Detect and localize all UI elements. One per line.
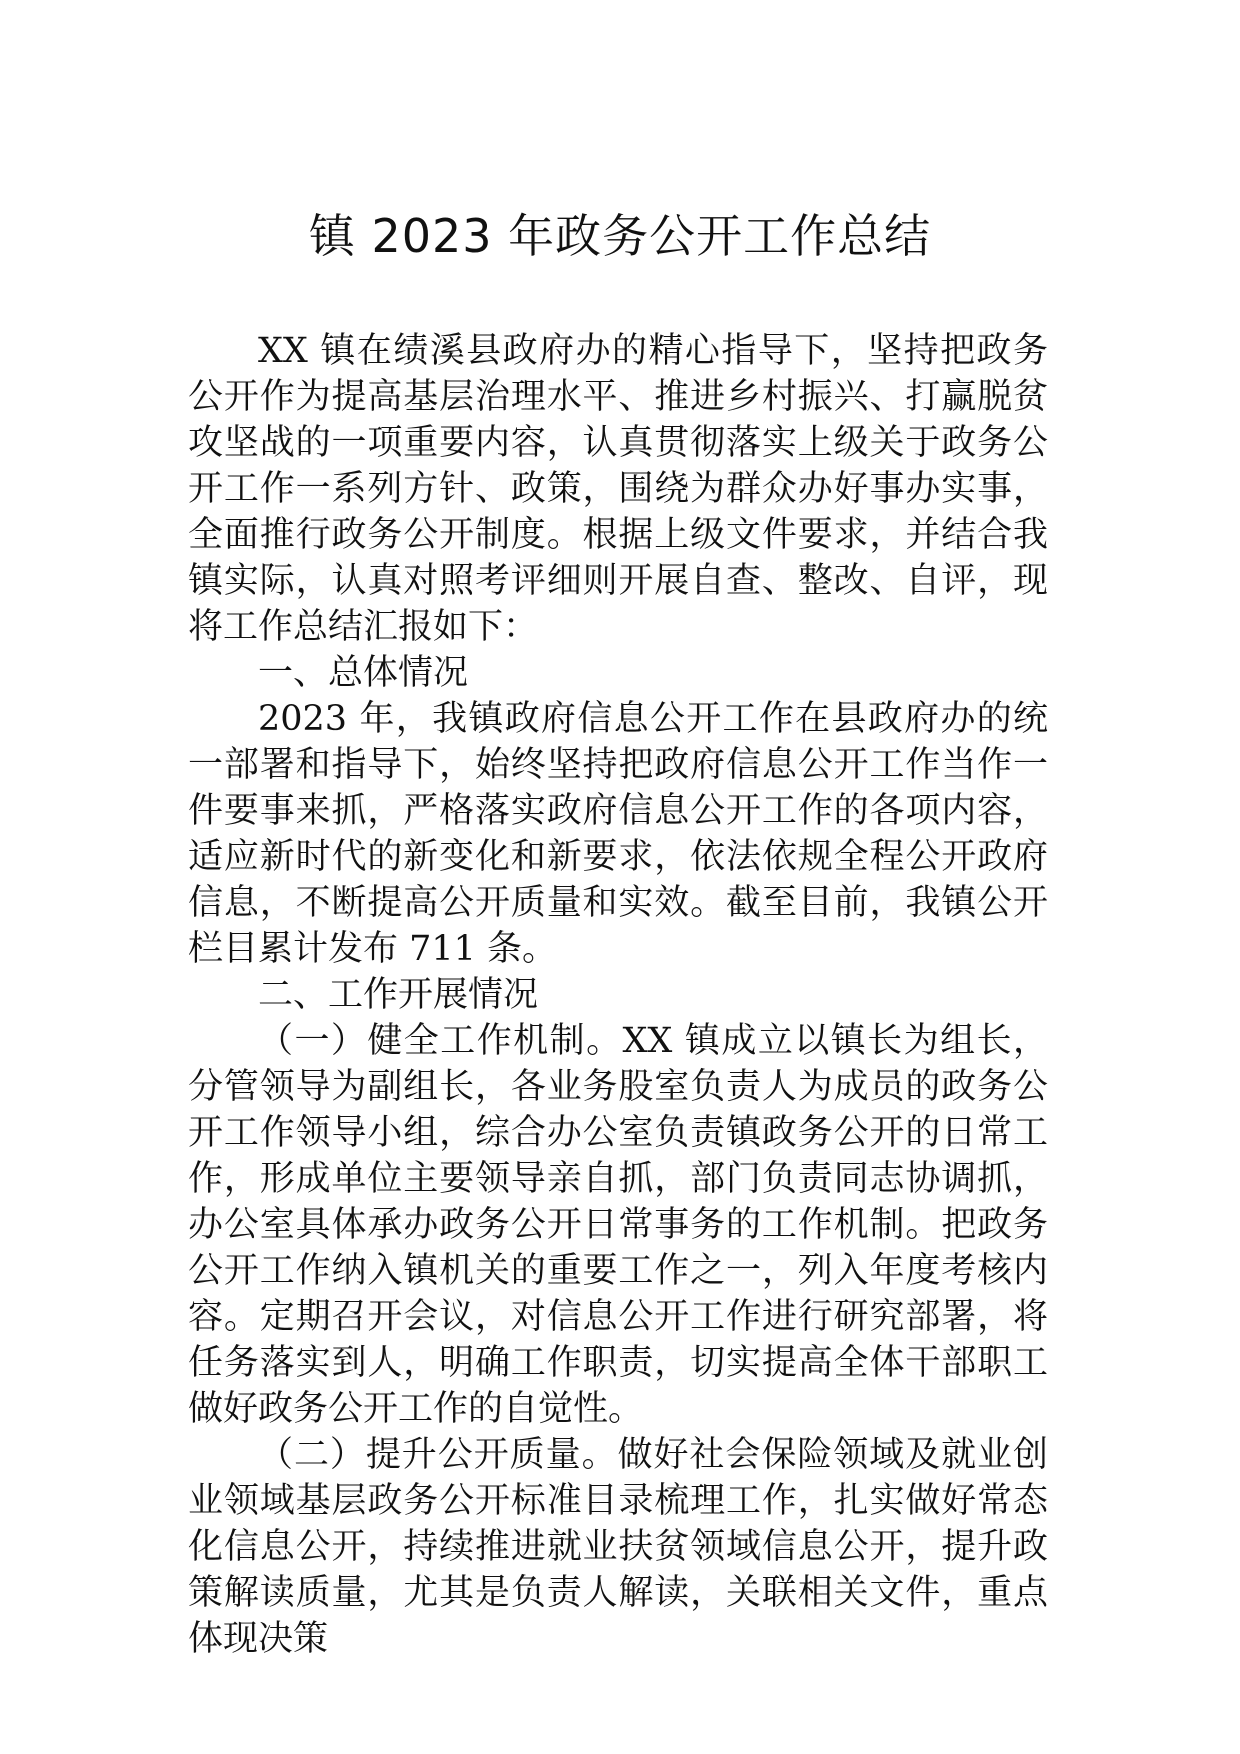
section-heading-work: 二、工作开展情况 — [258, 975, 539, 1015]
document-title: 镇 2023 年政务公开工作总结 — [308, 209, 932, 263]
overview-paragraph: 2023 年，我镇政府信息公开工作在县政府办的统一部署和指导下，始终坚持把政府信息公开工作当作一件要事来抓，严格落实政府信息公开工作的各项内容，适应新时代的新变化和新要求，依法依规全程公开政府信息，不断提高公开质量和实效。截至目前，我镇公开栏目累计发布 711 条。 — [188, 699, 1048, 969]
mechanism-paragraph: （一）健全工作机制。XX 镇成立以镇长为组长，分管领导为副组长，各业务股室负责人为成员的政务公开工作领导小组，综合办公室负责镇政务公开的日常工作，形成单位主要领导亲自抓，部门负责同志协调抓，办公室具体承办政务公开日常事务的工作机制。把政务公开工作纳入镇机关的重要工作之一，列入年度考核内容。定期召开会议，对信息公开工作进行研究部署，将任务落实到人，明确工作职责，切实提高全体干部职工做好政务公开工作的自觉性。 — [188, 1021, 1048, 1429]
quality-paragraph: （二）提升公开质量。做好社会保险领域及就业创业领域基层政务公开标准目录梳理工作，扎实做好常态化信息公开，持续推进就业扶贫领域信息公开，提升政策解读质量，尤其是负责人解读，关联相关文件，重点体现决策 — [188, 1435, 1048, 1659]
section-heading-overview: 一、总体情况 — [258, 653, 469, 693]
document-body — [188, 328, 1048, 1662]
intro-paragraph: XX 镇在绩溪县政府办的精心指导下，坚持把政务公开作为提高基层治理水平、推进乡村振兴、打赢脱贫攻坚战的一项重要内容，认真贯彻落实上级关于政务公开工作一系列方针、政策，围绕为群众办好事办实事，全面推行政务公开制度。根据上级文件要求，并结合我镇实际，认真对照考评细则开展自查、整改、自评，现将工作总结汇报如下： — [188, 331, 1048, 647]
